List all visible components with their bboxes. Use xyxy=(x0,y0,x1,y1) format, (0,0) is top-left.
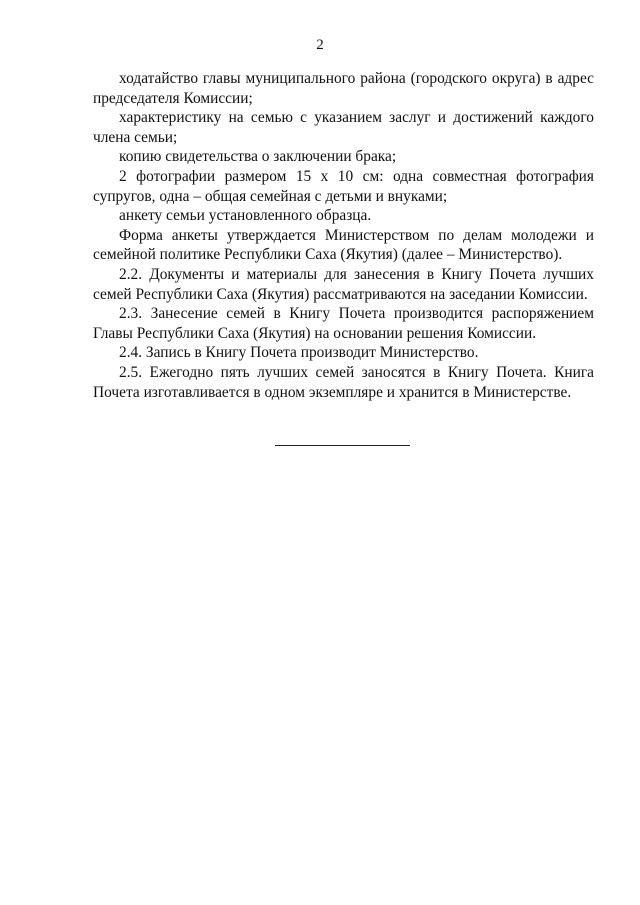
paragraph-2-5: 2.5. Ежегодно пять лучших семей заносятся в Книгу Почета. Книга Почета изготавливается в одном экземпляре и хранится в Министерстве. xyxy=(93,363,594,401)
page-number: 2 xyxy=(316,37,324,53)
paragraph-family-characteristic: характеристику на семью с указанием заслуг и достижений каждого члена семьи; xyxy=(93,109,594,146)
paragraph-questionnaire-form: Форма анкеты утверждается Министерством по делам молодежи и семейной политике Республики Саха (Якутия) (далее – Министерство). xyxy=(93,226,594,264)
document-body xyxy=(93,69,594,402)
paragraph-questionnaire: анкету семьи установленного образца. xyxy=(119,207,372,225)
paragraph-photographs: 2 фотографии размером 15 х 10 см: одна совместная фотография супругов, одна – общая семейная с детьми и внуками; xyxy=(93,167,594,205)
paragraph-2-2: 2.2. Документы и материалы для занесения в Книгу Почета лучших семей Республики Саха (Якутия) рассматриваются на заседании Комиссии. xyxy=(93,265,594,303)
paragraph-petition: ходатайство главы муниципального района (городского округа) в адрес председателя Комиссии; xyxy=(93,70,594,107)
closing-separator-line xyxy=(275,445,410,446)
paragraph-2-4: 2.4. Запись в Книгу Почета производит Министерство. xyxy=(119,344,479,362)
paragraph-2-3: 2.3. Занесение семей в Книгу Почета производится распоряжением Главы Республики Саха (Якутия) на основании решения Комиссии. xyxy=(93,305,594,342)
paragraph-marriage-certificate: копию свидетельства о заключении брака; xyxy=(119,148,397,166)
